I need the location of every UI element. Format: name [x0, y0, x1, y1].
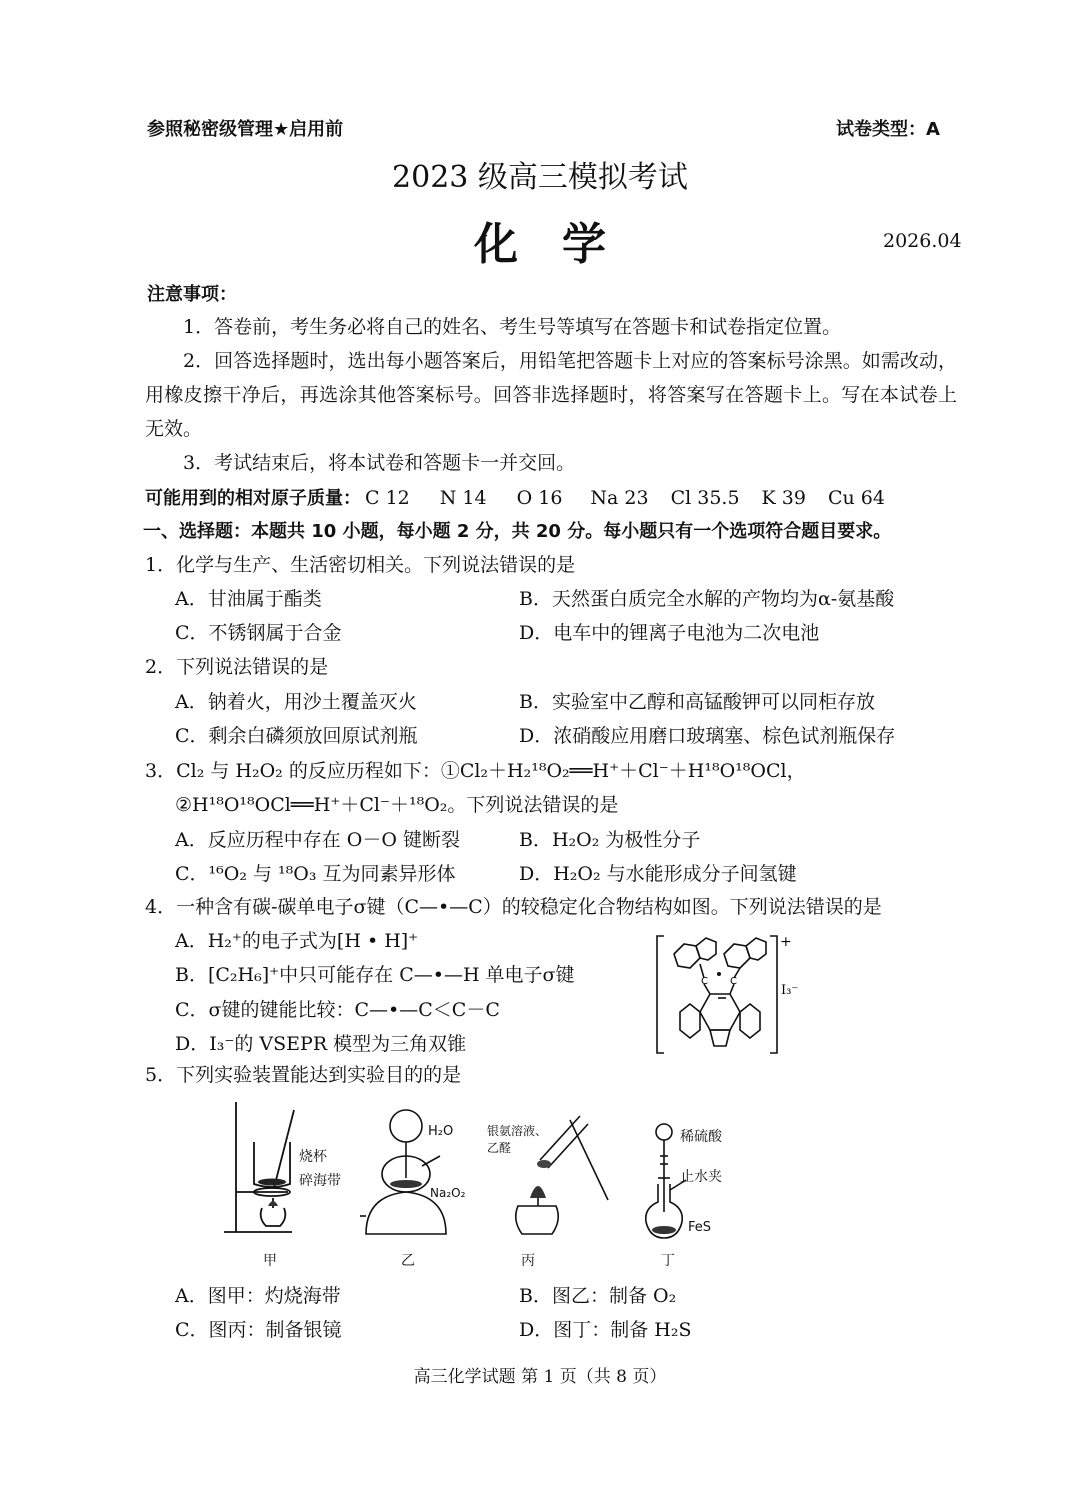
q5-option-a: A．图甲：灼烧海带: [175, 1285, 341, 1307]
q5-option-b: B．图乙：制备 O₂: [519, 1285, 677, 1307]
label-beaker: 烧杯: [299, 1149, 327, 1165]
q5-option-c: C．图丙：制备银镜: [175, 1319, 342, 1341]
atomic-mass-cu: Cu 64: [827, 487, 885, 509]
atomic-mass-na: Na 23: [590, 487, 649, 509]
notice-item-1: 1．答卷前，考生务必将自己的姓名、考生号等填写在答题卡和试卷指定位置。: [183, 316, 842, 338]
section-heading: 一、选择题：本题共 10 小题，每小题 2 分，共 20 分。每小题只有一个选项符合题目要求。: [143, 521, 892, 542]
atomic-mass-label: 可能用到的相对原子质量：: [145, 488, 361, 509]
label-sodium-peroxide: Na₂O₂: [430, 1186, 466, 1200]
q1-option-c: C．不锈钢属于合金: [175, 622, 342, 644]
q3-option-d: D．H₂O₂ 与水能形成分子间氢键: [519, 863, 797, 885]
q4-structure-figure: [652, 932, 812, 1057]
q5-option-d: D．图丁：制备 H₂S: [519, 1319, 692, 1341]
notice-item-3: 3．考试结束后，将本试卷和答题卡一并交回。: [183, 452, 576, 474]
exam-date: 2026.04: [883, 230, 962, 252]
q4-option-b: B．[C₂H₆]⁺中只可能存在 C—•—H 单电子σ键: [175, 964, 575, 986]
figure-name-ding: 丁: [661, 1253, 675, 1269]
label-dilute-sulfuric-acid: 稀硫酸: [680, 1129, 722, 1145]
q3-option-a: A．反应历程中存在 O－O 键断裂: [175, 829, 460, 851]
atomic-mass-cl: Cl 35.5: [670, 487, 740, 509]
paper-type-label: 试卷类型：A: [836, 119, 940, 140]
triiodide-anion: I₃⁻: [781, 983, 799, 998]
figure-name-yi: 乙: [401, 1253, 415, 1269]
q4-option-d: D．I₃⁻的 VSEPR 模型为三角双锥: [175, 1033, 467, 1055]
q5-stem: 5．下列实验装置能达到实验目的的是: [145, 1064, 462, 1086]
q4-option-a: A．H₂⁺的电子式为[H • H]⁺: [175, 930, 419, 952]
carbon-atom-right: C: [730, 976, 737, 987]
figure-name-bing: 丙: [521, 1253, 535, 1269]
figure-name-jia: 甲: [263, 1253, 277, 1269]
subject-title: 化 学: [474, 219, 606, 270]
atomic-mass-n: N 14: [439, 487, 487, 509]
q1-option-a: A．甘油属于酯类: [175, 588, 322, 610]
notice-item-2: 2．回答选择题时，选出每小题答案后，用铅笔把答题卡上对应的答案标号涂黑。如需改动，用橡皮擦干净后，再选涂其他答案标号。回答非选择题时，将答案写在答题卡上。写在本试卷上无效。: [145, 350, 957, 440]
q3-stem-line-2: ②H¹⁸O¹⁸OCl══H⁺＋Cl⁻＋¹⁸O₂。下列说法错误的是: [175, 794, 619, 816]
q2-option-c: C．剩余白磷须放回原试剂瓶: [175, 725, 418, 747]
q4-stem: 4．一种含有碳-碳单电子σ键（C—•—C）的较稳定化合物结构如图。下列说法错误的是: [145, 896, 882, 918]
confidentiality-label: 参照秘密级管理★启用前: [147, 119, 344, 140]
q1-stem: 1．化学与生产、生活密切相关。下列说法错误的是: [145, 554, 576, 576]
atomic-mass-row: [145, 481, 885, 516]
page-footer: 高三化学试题 第 1 页（共 8 页）: [413, 1367, 667, 1387]
single-electron-dot: [717, 972, 721, 976]
label-acetaldehyde: 乙醛: [487, 1141, 512, 1155]
q2-stem: 2．下列说法错误的是: [145, 656, 329, 678]
label-iron-sulfide: FeS: [688, 1220, 712, 1235]
q4-option-c: C．σ键的键能比较：C—•—C＜C－C: [175, 999, 500, 1021]
atomic-mass-k: K 39: [761, 487, 806, 509]
q3-option-c: C．¹⁶O₂ 与 ¹⁸O₃ 互为同素异形体: [175, 863, 456, 885]
atomic-mass-c: C 12: [365, 487, 410, 509]
q2-option-b: B．实验室中乙醇和高锰酸钾可以同柜存放: [519, 691, 875, 713]
label-seaweed: 碎海带: [299, 1173, 341, 1189]
q3-option-b: B．H₂O₂ 为极性分子: [519, 829, 701, 851]
cation-charge: +: [780, 934, 792, 950]
q1-option-d: D．电车中的锂离子电池为二次电池: [519, 622, 820, 644]
notice-title: 注意事项：: [147, 284, 237, 305]
label-water-clamp: 止水夹: [680, 1169, 722, 1185]
apparatus-jia: [218, 1096, 298, 1240]
exam-title: 2023 级高三模拟考试: [392, 160, 688, 195]
label-silver-ammonia: 银氨溶液、: [487, 1124, 548, 1138]
q2-option-a: A．钠着火，用沙土覆盖灭火: [175, 691, 417, 713]
label-water: H₂O: [428, 1124, 454, 1139]
q3-stem-line-1: 3．Cl₂ 与 H₂O₂ 的反应历程如下：①Cl₂＋H₂¹⁸O₂══H⁺＋Cl⁻＋H¹⁸O¹⁸OCl，: [145, 760, 806, 782]
carbon-atom-left: C: [701, 976, 708, 987]
q2-option-d: D．浓硝酸应用磨口玻璃塞、棕色试剂瓶保存: [519, 725, 896, 747]
atomic-mass-o: O 16: [516, 487, 563, 509]
q1-option-b: B．天然蛋白质完全水解的产物均为α-氨基酸: [519, 588, 895, 610]
